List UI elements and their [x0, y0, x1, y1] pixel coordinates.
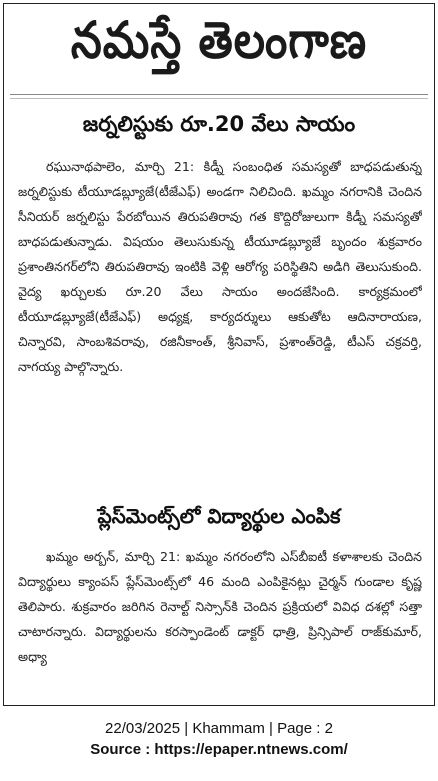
newspaper-clipping — [3, 3, 435, 706]
article-paragraph: రఘునాథపాలెం, మార్చి 21: కిడ్నీ సంబంధిత సమస్యతో బాధపడుతున్న జర్నలిస్టుకు టీయూడబ్ల్యూజే(టీజేఎఫ్) అండగా నిలిచింది. ఖమ్మం నగరానికి చెందిన సీనియర్ జర్నలిస్టు పేరబోయిన తిరుపతిరావు గత కొద్దిరోజులుగా కిడ్నీ సమస్యతో బాధపడుతున్నాడు. విషయం తెలుసుకున్న టీయూడబ్ల్యూజే బృందం శుక్రవారం ప్రశాంతినగర్‌లోని తిరుపతిరావు ఇంటికి వెళ్లి ఆరోగ్య పరిస్థితిని అడిగి తెలుసుకుంది. వైద్య ఖర్చులకు రూ.20 వేలు సాయం అందజేసింది. కార్యక్రమంలో టీయూడబ్ల్యూజే(టీజేఎఫ్) అధ్యక్ష, కార్యదర్శులు ఆకుతోట ఆదినారాయణ, చిన్నారవి, సాంబశివరావు, రజినీకాంత్, శ్రీనివాస్, ప్రశాంత్‌రెడ్డి, టీఎస్ చక్రవర్తి, నాగయ్య పాల్గొన్నారు. — [18, 159, 422, 374]
article-paragraph: ఖమ్మం అర్బన్, మార్చి 21: ఖమ్మం నగరంలోని ఎస్‌బీఐటీ కళాశాలకు చెందిన విద్యార్థులు క్యాంపస్ ప్లేస్‌మెంట్స్‌లో 46 మంది ఎంపికైనట్లు చైర్మన్ గుండాల కృష్ణ తెలిపారు. శుక్రవారం జరిగిన రెనాల్ట్ నిస్సాన్‌కి చెందిన ప్రక్రియలో వివిధ దశల్లో సత్తా చాటారన్నారు. విద్యార్థులను కరస్పాండెంట్ డాక్టర్ ధాత్రి, ప్రిన్సిపాల్ రాజ్‌కుమార్, అధ్యా — [18, 549, 422, 664]
masthead — [4, 4, 434, 90]
source-link[interactable]: Source : https://epaper.ntnews.com/ — [90, 741, 348, 758]
masthead-divider — [10, 94, 428, 95]
article-headline-journalist-aid: జర్నలిస్టుకు రూ.20 వేలు సాయం — [82, 112, 356, 136]
article-body-placements — [18, 544, 422, 706]
masthead-divider-secondary — [10, 98, 428, 99]
article-body-journalist-aid — [18, 154, 422, 489]
newspaper-title: నమస్తే తెలంగాణ — [70, 11, 368, 70]
edition-info: 22/03/2025 | Khammam | Page : 2 — [105, 720, 333, 737]
article-headline-placements: ప్లేస్‌మెంట్స్‌లో విద్యార్థుల ఎంపిక — [97, 504, 341, 528]
